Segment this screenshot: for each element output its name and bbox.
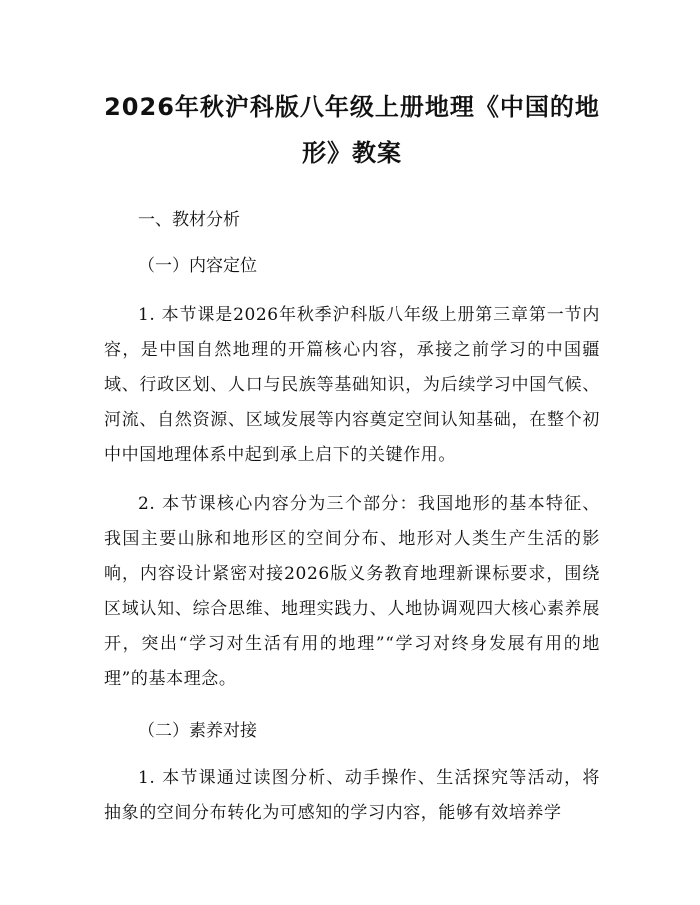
subsection-heading-content-positioning: （一）内容定位 [138,256,257,276]
subsection-heading-literacy-alignment: （二）素养对接 [138,721,257,741]
document-title: 2026年秋沪科版八年级上册地理《中国的地形》教案 [104,93,600,167]
paragraph-content-positioning-1: 1. 本节课是2026年秋季沪科版八年级上册第三章第一节内容，是中国自然地理的开篇核心内容，承接之前学习的中国疆域、行政区划、人口与民族等基础知识，为后续学习中国气候、河流、自然资源、区域发展等内容奠定空间认知基础，在整个初中中国地理体系中起到承上启下的关键作用。 [104,305,600,465]
section-heading-textbook-analysis: 一、教材分析 [138,210,240,230]
paragraph-content-positioning-2: 2. 本节课核心内容分为三个部分：我国地形的基本特征、我国主要山脉和地形区的空间分布、地形对人类生产生活的影响，内容设计紧密对接2026版义务教育地理新课标要求，围绕区域认知、综合思维、地理实践力、人地协调观四大核心素养展开，突出“学习对生活有用的地理”“学习对终身发展有用的地理”的基本理念。 [104,494,600,689]
paragraph-literacy-alignment-1: 1. 本节课通过读图分析、动手操作、生活探究等活动，将抽象的空间分布转化为可感知的学习内容，能够有效培养学 [104,768,600,823]
